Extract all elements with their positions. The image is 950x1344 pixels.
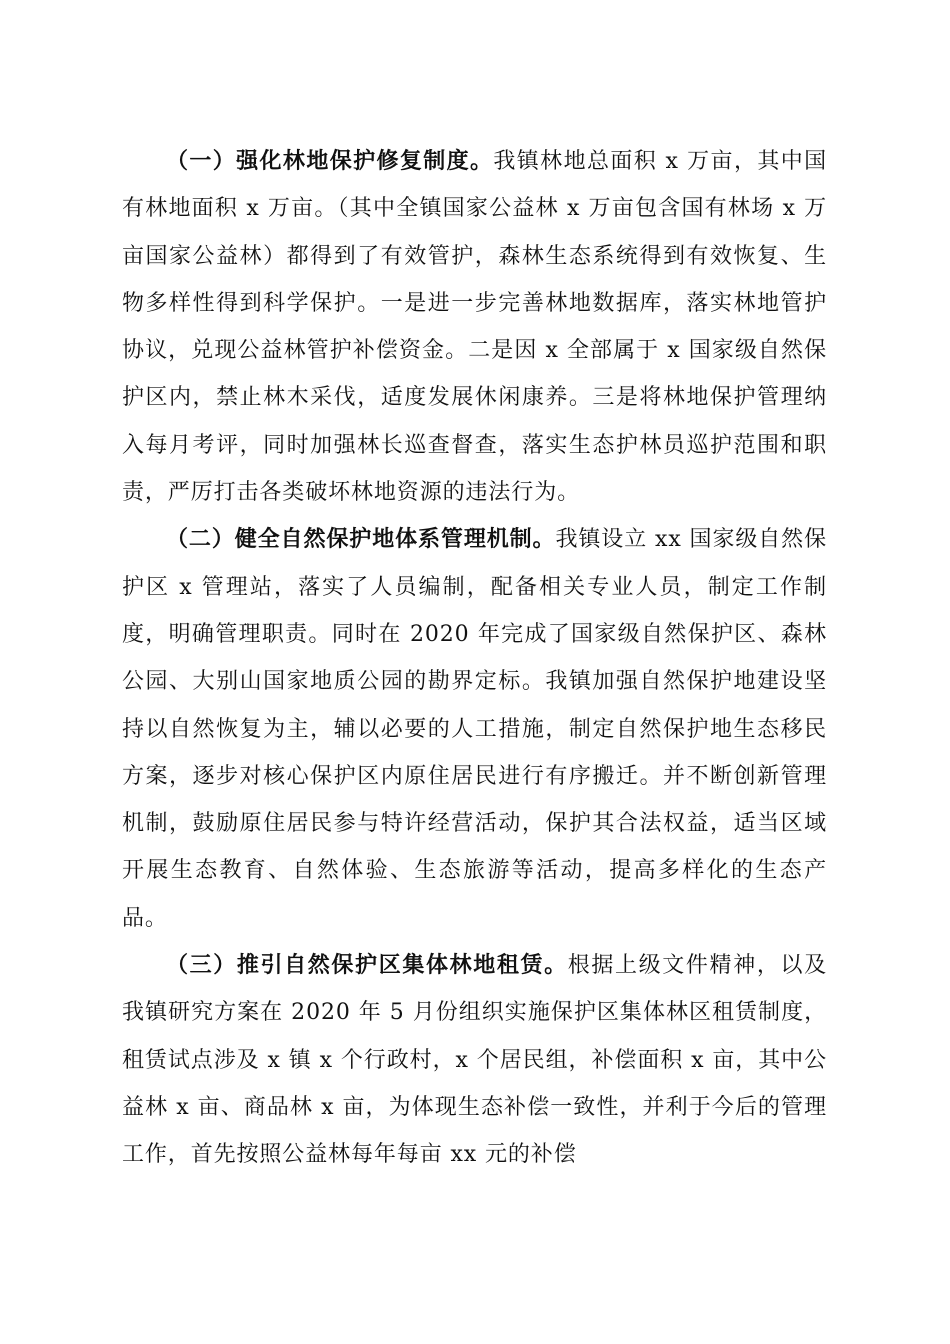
paragraph-forest-protection <box>122 138 827 516</box>
paragraph-collective-forest-lease <box>122 942 827 1178</box>
section-heading-2: （二）健全自然保护地体系管理机制。 <box>166 527 556 553</box>
section-body-3: 根据上级文件精神，以及我镇研究方案在 2020 年 5 月份组织实施保护区集体林区租赁制度，租赁试点涉及 x 镇 x 个行政村，x 个居民组，补偿面积 x 亩，其中公益林 x 亩、商品林 x 亩，为体现生态补偿一致性，并利于今后的管理工作，首先按照公益林每年每亩 xx 元的补偿 <box>122 953 827 1168</box>
section-body-1: 我镇林地总面积 x 万亩，其中国有林地面积 x 万亩。（其中全镇国家公益林 x 万亩包含国有林场 x 万亩国家公益林）都得到了有效管护，森林生态系统得到有效恢复、生物多样性得到科学保护。一是进一步完善林地数据库，落实林地管护协议，兑现公益林管护补偿资金。二是因 x 全部属于 x 国家级自然保护区内，禁止林木采伐，适度发展休闲康养。三是将林地保护管理纳入每月考评，同时加强林长巡查督查，落实生态护林员巡护范围和职责，严厉打击各类破坏林地资源的违法行为。 <box>122 149 827 506</box>
section-body-2: 我镇设立 xx 国家级自然保护区 x 管理站，落实了人员编制，配备相关专业人员，制定工作制度，明确管理职责。同时在 2020 年完成了国家级自然保护区、森林公园、大别山国家地质公园的勘界定标。我镇加强自然保护地建设坚持以自然恢复为主，辅以必要的人工措施，制定自然保护地生态移民方案，逐步对核心保护区内原住居民进行有序搬迁。并不断创新管理机制，鼓励原住居民参与特许经营活动，保护其合法权益，适当区域开展生态教育、自然体验、生态旅游等活动，提高多样化的生态产品。 <box>122 527 827 931</box>
section-heading-3: （三）推引自然保护区集体林地租赁。 <box>166 953 568 979</box>
document-page <box>122 138 827 1179</box>
section-heading-1: （一）强化林地保护修复制度。 <box>166 149 494 174</box>
paragraph-nature-reserve-management <box>122 516 827 942</box>
